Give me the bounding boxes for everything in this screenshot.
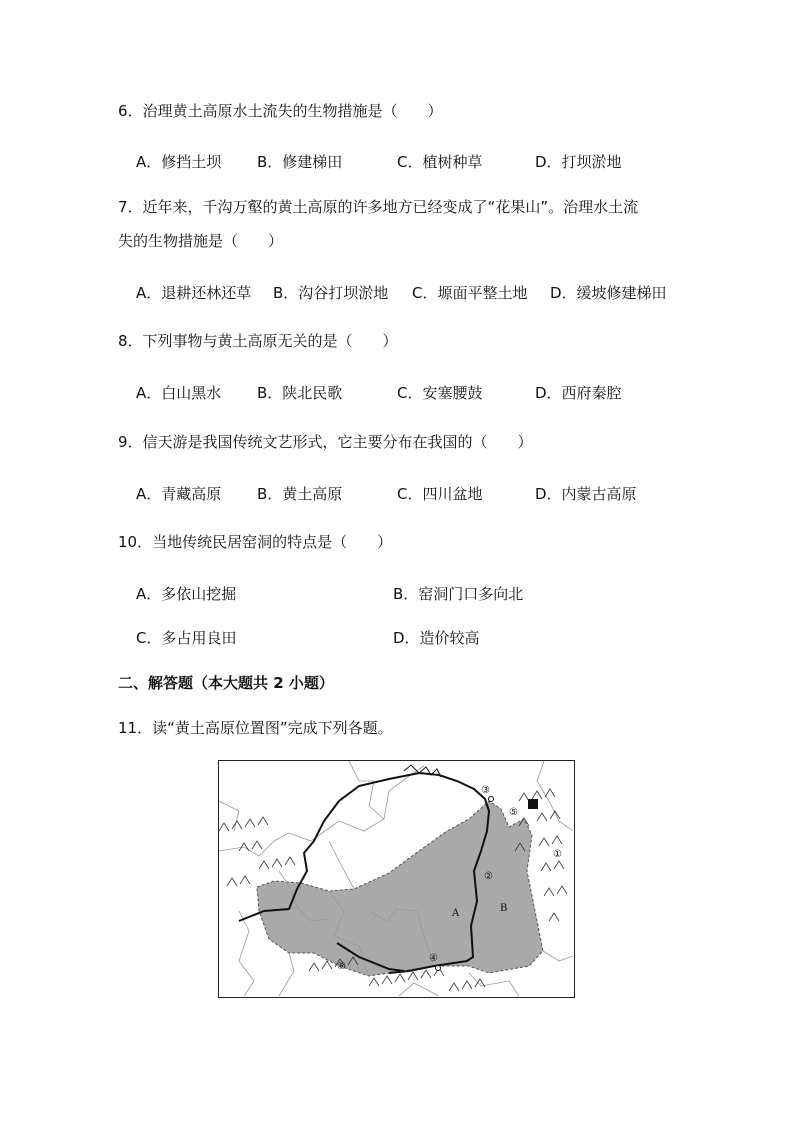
- q8-option-b[interactable]: B．陕北民歌: [257, 384, 343, 402]
- q9-option-d[interactable]: D．内蒙古高原: [535, 485, 637, 503]
- loess-plateau-region: [257, 801, 543, 976]
- section-2-heading: 二、解答题（本大题共 2 小题）: [118, 674, 334, 692]
- q10-option-a[interactable]: A．多依山挖掘: [136, 585, 237, 603]
- q9-option-a[interactable]: A．青藏高原: [136, 485, 222, 503]
- q10-option-d[interactable]: D．造价较高: [393, 629, 480, 647]
- question-8-stem: 8．下列事物与黄土高原无关的是（ ）: [118, 332, 398, 350]
- q6-option-c[interactable]: C．植树种草: [397, 153, 483, 171]
- point-marker-4: [436, 966, 441, 971]
- q10-option-b[interactable]: B．窑洞门口多向北: [393, 585, 524, 603]
- question-6-stem: 6．治理黄土高原水土流失的生物措施是（ ）: [118, 102, 443, 120]
- label-B: B: [500, 903, 508, 914]
- label-1: ①: [553, 849, 562, 860]
- q7-option-d[interactable]: D．缓坡修建梯田: [550, 284, 667, 302]
- label-A: A: [452, 908, 460, 919]
- q6-option-d[interactable]: D．打坝淤地: [535, 153, 622, 171]
- city-square-marker: [528, 799, 538, 809]
- label-3: ③: [481, 785, 490, 796]
- question-7-stem-line1: 7．近年来，千沟万壑的黄土高原的许多地方已经变成了“花果山”。治理水土流: [118, 198, 639, 216]
- q9-option-b[interactable]: B．黄土高原: [257, 485, 343, 503]
- label-4: ④: [429, 953, 438, 964]
- question-10-stem: 10．当地传统民居窑洞的特点是（ ）: [118, 533, 393, 551]
- point-marker-3: [489, 797, 494, 802]
- q6-option-b[interactable]: B．修建梯田: [257, 153, 343, 171]
- q6-option-a[interactable]: A．修挡土坝: [136, 153, 222, 171]
- q7-option-a[interactable]: A．退耕还林还草: [136, 284, 252, 302]
- label-6: ⑥: [337, 961, 346, 972]
- q8-option-d[interactable]: D．西府秦腔: [535, 384, 622, 402]
- question-11-stem: 11．读“黄土高原位置图”完成下列各题。: [118, 719, 393, 737]
- q8-option-a[interactable]: A．白山黑水: [136, 384, 222, 402]
- q9-option-c[interactable]: C．四川盆地: [397, 485, 483, 503]
- q7-option-c[interactable]: C．塬面平整土地: [412, 284, 528, 302]
- loess-plateau-location-map: [218, 760, 575, 998]
- question-9-stem: 9．信天游是我国传统文艺形式，它主要分布在我国的（ ）: [118, 433, 533, 451]
- label-5: ⑤: [509, 807, 518, 818]
- q10-option-c[interactable]: C．多占用良田: [136, 629, 237, 647]
- q7-option-b[interactable]: B．沟谷打坝淤地: [273, 284, 389, 302]
- q8-option-c[interactable]: C．安塞腰鼓: [397, 384, 483, 402]
- question-7-stem-line2: 失的生物措施是（ ）: [118, 232, 284, 250]
- label-2: ②: [484, 871, 493, 882]
